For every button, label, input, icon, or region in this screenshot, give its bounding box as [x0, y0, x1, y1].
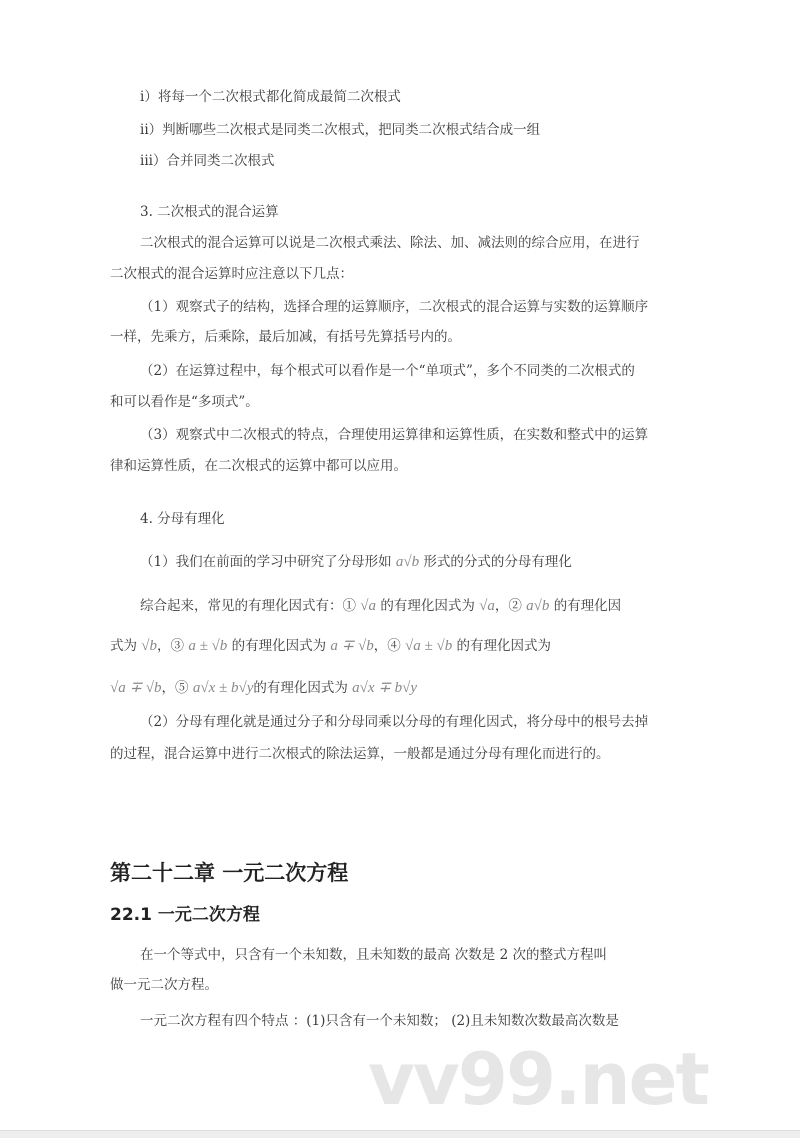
- paragraph-line: （1）观察式子的结构，选择合理的运算顺序，二次根式的混合运算与实数的运算顺序: [140, 299, 649, 315]
- text: ，③: [157, 638, 185, 654]
- text: 的有理化因式为: [380, 598, 475, 614]
- math-formula: a√x ∓ b√y: [352, 680, 418, 696]
- paragraph-line: 在一个等式中，只含有一个未知数，且未知数的最高 次数是 2 次的整式方程叫: [140, 947, 607, 963]
- paragraph-line: 一元二次方程有四个特点 ：(1)只含有一个未知数； (2)且未知数次数最高次数是: [140, 1013, 619, 1029]
- math-formula: a√b: [526, 598, 550, 614]
- paragraph-line: （3）观察式中二次根式的特点，合理使用运算律和运算性质，在实数和整式中的运算: [140, 427, 649, 443]
- text: 的有理化因式为: [253, 680, 348, 696]
- math-formula: a√b: [395, 554, 420, 570]
- text: ，④: [373, 638, 401, 654]
- math-formula: √a ± √b: [405, 638, 453, 654]
- step-1: i）将每一个二次根式都化简成最简二次根式: [140, 89, 401, 105]
- text: 的有理化因: [553, 598, 622, 614]
- paragraph-line: [140, 596, 621, 616]
- section-title: 22.1 一元二次方程: [110, 905, 260, 925]
- paragraph-line: 二次根式的混合运算时应注意以下几点：: [110, 266, 353, 282]
- paragraph-line: [110, 678, 417, 698]
- text: ，⑤: [161, 680, 189, 696]
- text: 综合起来，常见的有理化因式有：①: [140, 598, 356, 614]
- text: ，②: [494, 598, 522, 614]
- paragraph-line: 律和运算性质，在二次根式的运算中都可以应用。: [110, 458, 407, 474]
- math-formula: a ∓ √b: [330, 638, 374, 654]
- math-formula: a ± √b: [188, 638, 228, 654]
- step-3: iii）合并同类二次根式: [140, 153, 275, 169]
- math-formula: a√x ± b√y: [192, 680, 254, 696]
- paragraph-line: 做一元二次方程。: [110, 977, 218, 993]
- math-formula: √a: [360, 598, 377, 614]
- paragraph-line: （2）在运算过程中，每个根式可以看作是一个“单项式”，多个不同类的二次根式的: [140, 363, 635, 379]
- watermark: vv99.net: [368, 1037, 708, 1121]
- chapter-title: 第二十二章 一元二次方程: [110, 861, 349, 885]
- paragraph-line: 的过程，混合运算中进行二次根式的除法运算，一般都是通过分母有理化而进行的。: [110, 746, 610, 762]
- paragraph-line: 一样，先乘方，后乘除，最后加减，有括号先算括号内的。: [110, 329, 461, 345]
- heading-3: 3. 二次根式的混合运算: [140, 204, 279, 220]
- paragraph-line: 和可以看作是“多项式”。: [110, 394, 259, 410]
- step-2: ii）判断哪些二次根式是同类二次根式，把同类二次根式结合成一组: [140, 122, 541, 138]
- math-formula: √b: [141, 638, 158, 654]
- heading-4: 4. 分母有理化: [140, 511, 225, 527]
- paragraph-line: 二次根式的混合运算可以说是二次根式乘法、除法、加、减法则的综合应用，在进行: [140, 235, 640, 251]
- math-formula: √a ∓ √b: [110, 680, 162, 696]
- text: 的有理化因式为: [456, 638, 551, 654]
- paragraph-line: [110, 636, 551, 656]
- paragraph-line: （2）分母有理化就是通过分子和分母同乘以分母的有理化因式，将分母中的根号去掉: [140, 714, 649, 730]
- math-formula: √a: [479, 598, 495, 614]
- text: （1）我们在前面的学习中研究了分母形如: [140, 554, 392, 570]
- paragraph-line: [140, 552, 572, 572]
- text: 的有理化因式为: [231, 638, 327, 654]
- text: 形式的分式的分母有理化: [423, 554, 572, 570]
- text: 式为: [110, 638, 137, 654]
